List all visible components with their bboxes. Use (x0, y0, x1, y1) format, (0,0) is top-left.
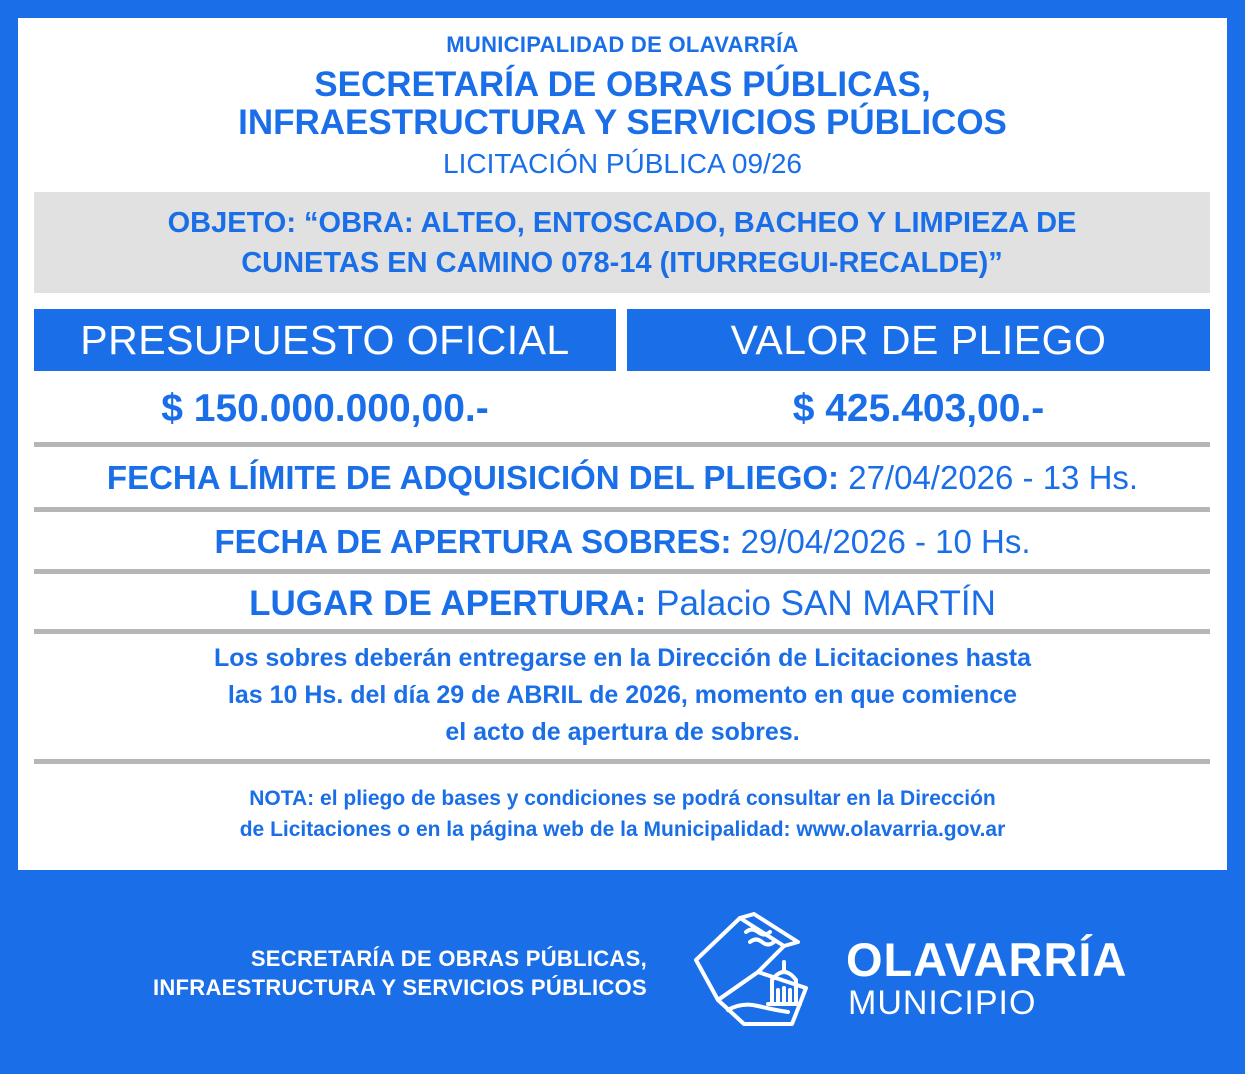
nota-line1: NOTA: el pliego de bases y condiciones se podrá consultar en la Dirección (249, 787, 996, 810)
document-price-header: VALOR DE PLIEGO (627, 309, 1210, 371)
opening-date-label: FECHA DE APERTURA SOBRES: (214, 523, 732, 560)
delivery-note-line1: Los sobres deberán entregarse en la Dirección de Licitaciones hasta (214, 644, 1031, 672)
divider (34, 569, 1210, 574)
nota-line2: de Licitaciones o en la página web de la Municipalidad: www.olavarria.gov.ar (239, 818, 1006, 841)
tender-number: LICITACIÓN PÚBLICA 09/26 (443, 148, 802, 179)
footer-secretariat (153, 944, 647, 1002)
secretariat-heading-line1: SECRETARÍA DE OBRAS PÚBLICAS, (314, 65, 931, 104)
logo-title: OLAVARRÍA (846, 933, 1128, 986)
objeto-panel (34, 192, 1210, 293)
deadline-row (18, 458, 1227, 498)
opening-place-value: Palacio SAN MARTÍN (646, 584, 996, 623)
opening-date-value: 29/04/2026 - 10 Hs. (731, 523, 1031, 560)
opening-place-row (18, 584, 1227, 624)
delivery-note-line3: el acto de apertura de sobres. (445, 718, 800, 746)
opening-date-row (18, 522, 1227, 562)
delivery-note-line2: las 10 Hs. del día 29 de ABRIL de 2026, momento en que comience (227, 681, 1018, 709)
document-price-value: $ 425.403,00.- (792, 387, 1045, 430)
divider (34, 442, 1210, 447)
notice-card (18, 18, 1227, 870)
divider (34, 507, 1210, 512)
divider (34, 629, 1210, 634)
opening-place-label: LUGAR DE APERTURA: (249, 584, 647, 623)
budget-value: $ 150.000.000,00.- (161, 387, 489, 430)
nota (18, 783, 1227, 845)
delivery-note (18, 640, 1227, 751)
footer-secretariat-line2: INFRAESTRUCTURA Y SERVICIOS PÚBLICOS (152, 975, 647, 1000)
deadline-label: FECHA LÍMITE DE ADQUISICIÓN DEL PLIEGO: (106, 459, 840, 496)
footer-secretariat-line1: SECRETARÍA DE OBRAS PÚBLICAS, (250, 946, 647, 971)
secretariat-heading (18, 66, 1227, 142)
divider (34, 759, 1210, 764)
secretariat-heading-line2: INFRAESTRUCTURA Y SERVICIOS PÚBLICOS (238, 103, 1007, 142)
olavarria-logo-icon (688, 910, 828, 1030)
objeto-line1: OBJETO: “OBRA: ALTEO, ENTOSCADO, BACHEO Y LIMPIEZA DE (167, 206, 1077, 239)
deadline-value: 27/04/2026 - 13 Hs. (839, 459, 1139, 496)
logo-subtitle: MUNICIPIO (848, 984, 1037, 1022)
objeto-line2: CUNETAS EN CAMINO 078-14 (ITURREGUI-RECALDE)” (241, 246, 1003, 279)
budget-header: PRESUPUESTO OFICIAL (34, 309, 616, 371)
municipality-heading: MUNICIPALIDAD DE OLAVARRÍA (446, 32, 799, 57)
